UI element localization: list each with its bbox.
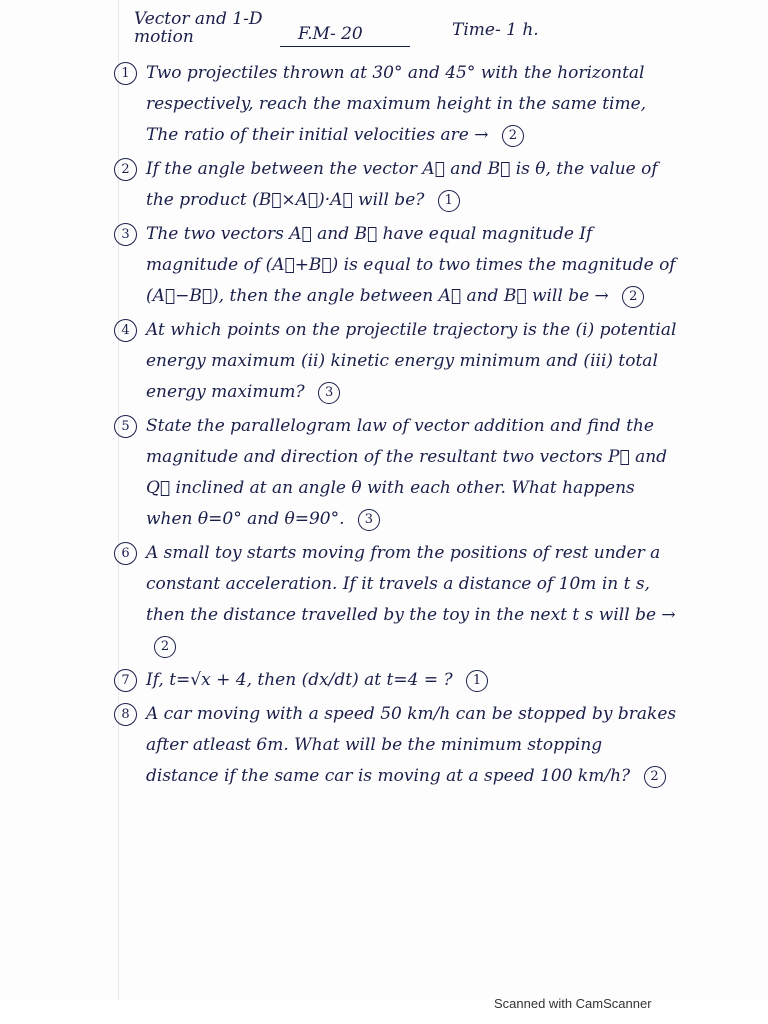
question-5 — [120, 411, 680, 535]
question-text: A small toy starts moving from the positions of rest under a constant acceleration. If it travels a distance of 10m in t s, then the distance travelled by the toy in the next t s will be → — [146, 543, 676, 625]
underline — [280, 46, 410, 47]
question-2 — [120, 154, 680, 216]
question-1 — [120, 58, 680, 151]
question-number: 5 — [114, 415, 137, 438]
question-text: At which points on the projectile trajectory is the (i) potential energy maximum (ii) kinetic energy minimum and (iii) total energy maximum? — [146, 320, 677, 402]
exam-header — [130, 6, 730, 56]
question-text: A car moving with a speed 50 km/h can be stopped by brakes after atleast 6m. What will be the minimum stopping distance if the same car is moving at a speed 100 km/h? — [146, 704, 677, 786]
question-text: The two vectors A⃗ and B⃗ have equal magnitude If magnitude of (A⃗+B⃗) is equal to two times the magnitude of (A⃗−B⃗), then the angle between A⃗ and B⃗ will be → — [146, 224, 676, 306]
question-text: If, t=√x + 4, then (dx/dt) at t=4 = ? — [146, 670, 453, 690]
marks-badge: 1 — [466, 670, 488, 692]
question-text: Two projectiles thrown at 30° and 45° with the horizontal respectively, reach the maximum height in the same time, The ratio of their initial velocities are → — [146, 63, 647, 145]
question-number: 3 — [114, 223, 137, 246]
question-7 — [120, 665, 680, 696]
margin-line — [118, 0, 119, 1000]
question-text: State the parallelogram law of vector addition and find the magnitude and direction of the resultant two vectors P⃗ and Q⃗ inclined at an angle θ with each other. What happens when θ=0° and θ=90°. — [146, 416, 668, 529]
question-number: 2 — [114, 158, 137, 181]
scanner-watermark: Scanned with CamScanner — [494, 996, 652, 1011]
question-text: If the angle between the vector A⃗ and B⃗ is θ, the value of the product (B⃗×A⃗)·A⃗ will be? — [146, 159, 658, 210]
full-marks-label: F.M- 20 — [298, 24, 363, 44]
question-number: 6 — [114, 542, 137, 565]
marks-badge: 2 — [622, 286, 644, 308]
marks-badge: 3 — [318, 382, 340, 404]
marks-badge: 1 — [438, 190, 460, 212]
marks-badge: 2 — [154, 636, 176, 658]
topic-label: Vector and 1-D motion — [134, 9, 263, 47]
question-3 — [120, 219, 680, 312]
time-label: Time- 1 h. — [452, 20, 539, 40]
marks-badge: 2 — [502, 125, 524, 147]
question-list — [120, 58, 680, 795]
question-number: 4 — [114, 319, 137, 342]
question-number: 1 — [114, 62, 137, 85]
question-number: 7 — [114, 669, 137, 692]
question-4 — [120, 315, 680, 408]
marks-badge: 3 — [358, 509, 380, 531]
question-number: 8 — [114, 703, 137, 726]
marks-badge: 2 — [644, 766, 666, 788]
question-6 — [120, 538, 680, 662]
question-8 — [120, 699, 680, 792]
